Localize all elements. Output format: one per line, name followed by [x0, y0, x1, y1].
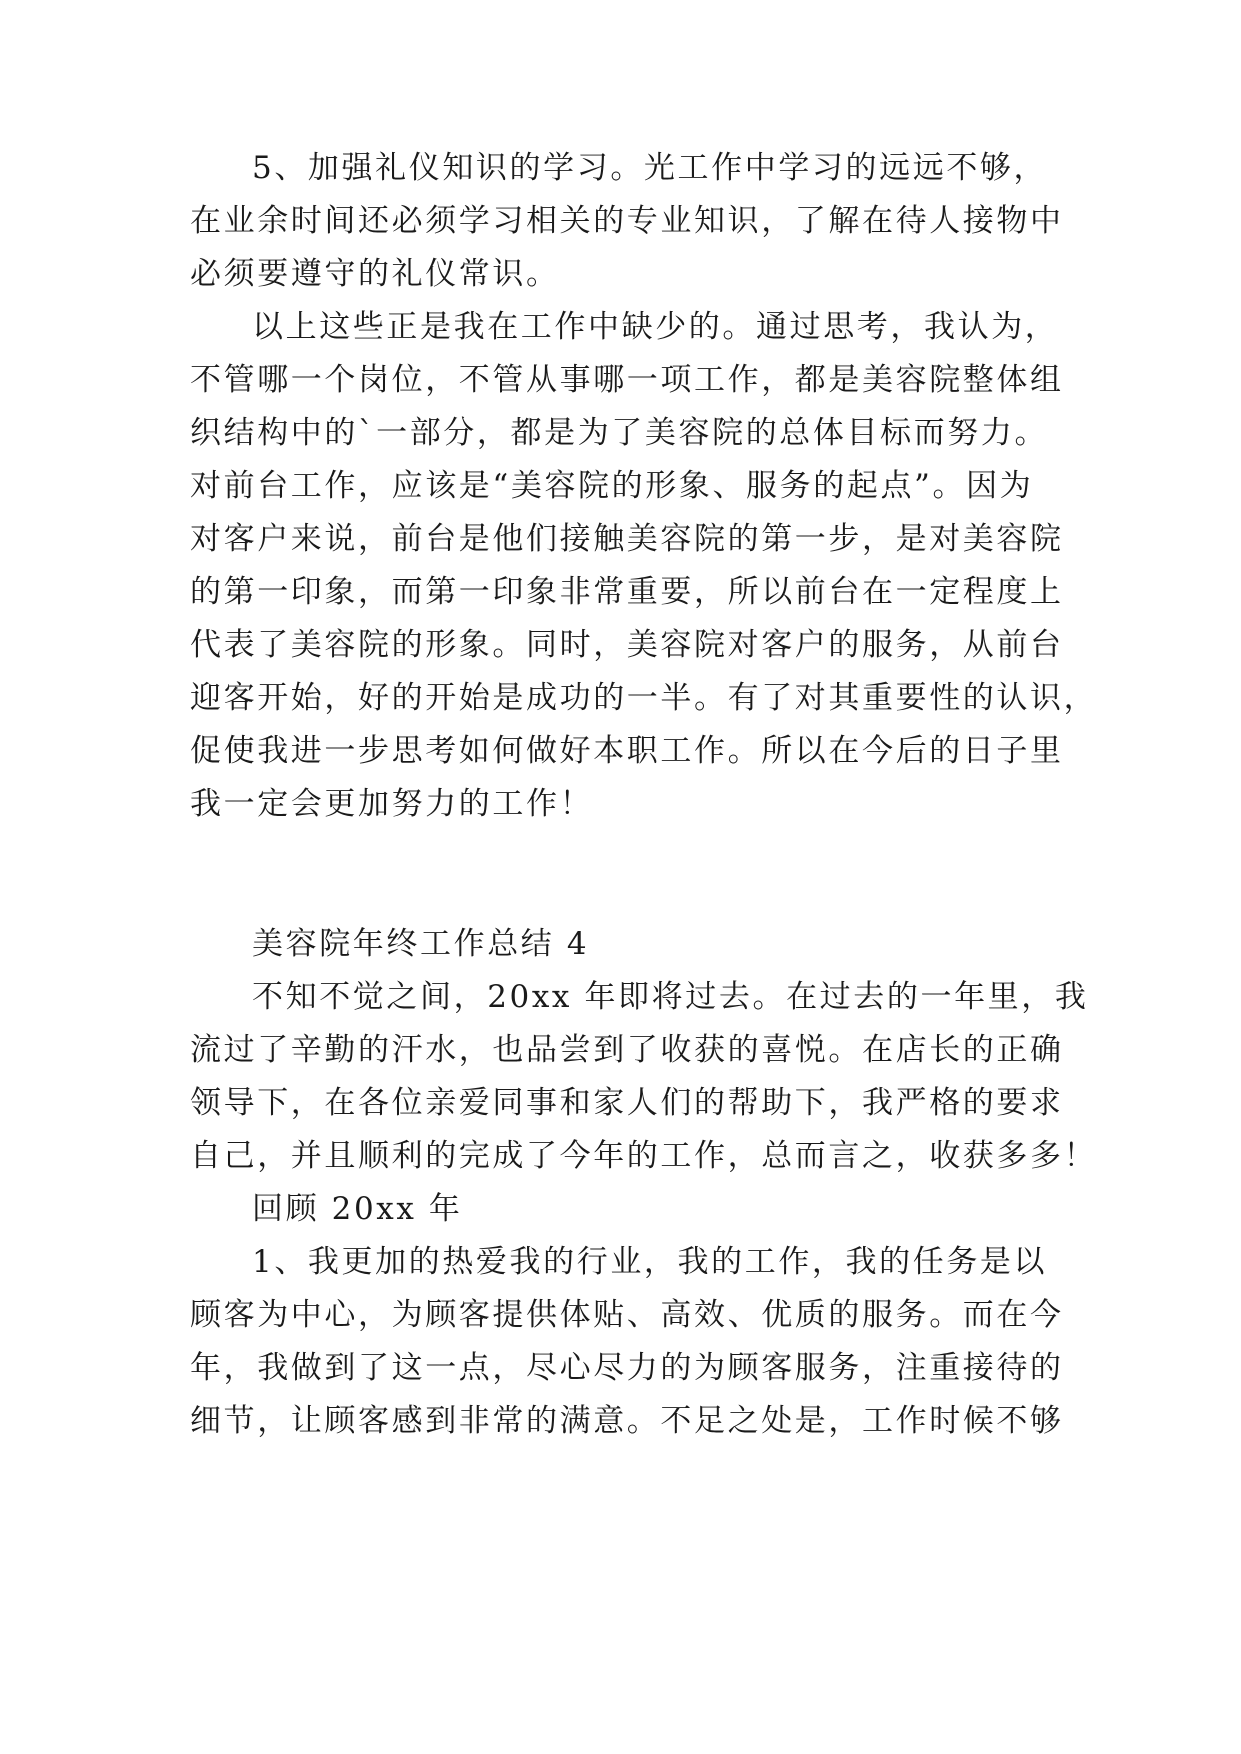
paragraph-line: 自己，并且顺利的完成了今年的工作，总而言之，收获多多！: [190, 1138, 1098, 1174]
paragraph-line: 领导下，在各位亲爱同事和家人们的帮助下，我严格的要求: [190, 1085, 1064, 1121]
section-title: 美容院年终工作总结 4: [252, 926, 590, 962]
review-heading: 回顾 20xx 年: [252, 1191, 463, 1227]
paragraph-line: 不知不觉之间，20xx 年即将过去。在过去的一年里，我: [252, 979, 1089, 1015]
paragraph-line: 织结构中的`一部分，都是为了美容院的总体目标而努力。: [190, 415, 1049, 451]
paragraph-line: 流过了辛勤的汗水，也品尝到了收获的喜悦。在店长的正确: [190, 1032, 1064, 1068]
paragraph-line: 细节，让顾客感到非常的满意。不足之处是，工作时候不够: [190, 1403, 1064, 1439]
paragraph-line: 对前台工作，应该是“美容院的形象、服务的起点”。因为: [190, 468, 1034, 504]
paragraph-line: 在业余时间还必须学习相关的专业知识，了解在待人接物中: [190, 203, 1064, 239]
paragraph-line: 1、我更加的热爱我的行业，我的工作，我的任务是以: [252, 1244, 1048, 1280]
paragraph-line: 促使我进一步思考如何做好本职工作。所以在今后的日子里: [190, 733, 1064, 769]
paragraph-line: 必须要遵守的礼仪常识。: [190, 256, 560, 292]
paragraph-line: 迎客开始，好的开始是成功的一半。有了对其重要性的认识，: [190, 680, 1098, 716]
paragraph-line: 不管哪一个岗位，不管从事哪一项工作，都是美容院整体组: [190, 362, 1064, 398]
paragraph-line: 代表了美容院的形象。同时，美容院对客户的服务，从前台: [190, 627, 1064, 663]
paragraph-line: 5、加强礼仪知识的学习。光工作中学习的远远不够，: [252, 150, 1048, 186]
paragraph-line: 年，我做到了这一点，尽心尽力的为顾客服务，注重接待的: [190, 1350, 1064, 1386]
paragraph-line: 我一定会更加努力的工作！: [190, 786, 594, 822]
paragraph-line: 以上这些正是我在工作中缺少的。通过思考，我认为，: [252, 309, 1059, 345]
paragraph-line: 顾客为中心，为顾客提供体贴、高效、优质的服务。而在今: [190, 1297, 1064, 1333]
paragraph-line: 对客户来说，前台是他们接触美容院的第一步，是对美容院: [190, 521, 1064, 557]
paragraph-line: 的第一印象，而第一印象非常重要，所以前台在一定程度上: [190, 574, 1064, 610]
